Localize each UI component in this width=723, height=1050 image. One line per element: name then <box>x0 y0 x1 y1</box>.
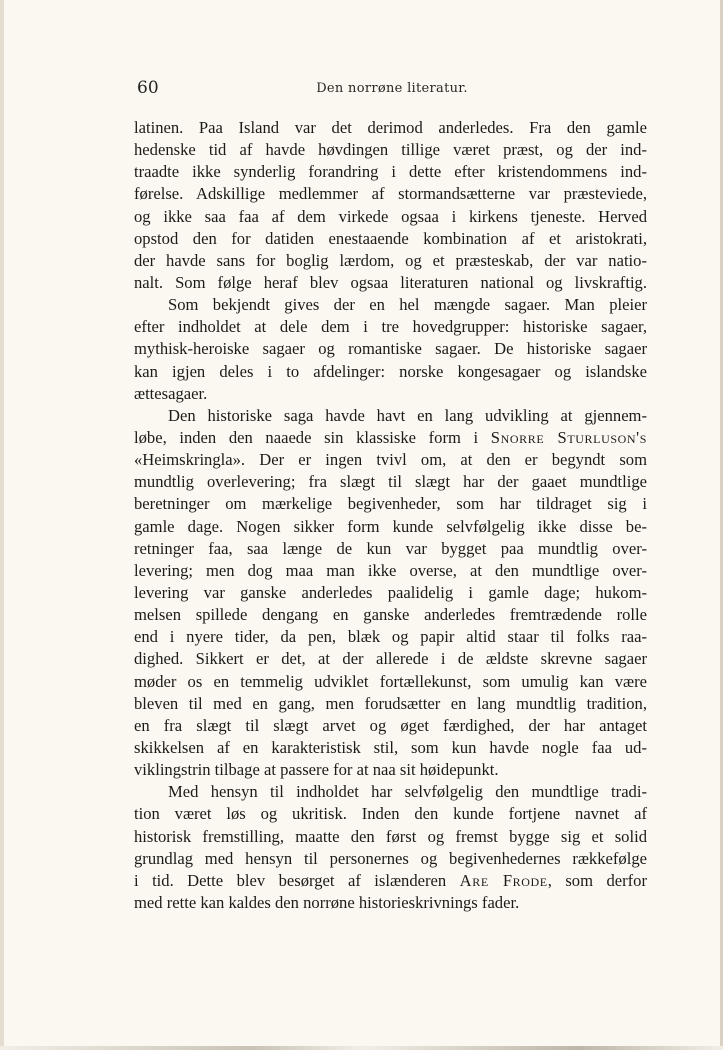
text-line: «Heimskringla». Der er ingen tvivl om, at den er begyndt som <box>134 450 647 470</box>
text-line: opstod den for datiden enestaaende kombination af et aristokrati, <box>134 228 647 248</box>
text-line: møder os en temmelig udviklet fortællekunst, som umulig kan være <box>134 671 647 691</box>
text-line: skikkelsen af en karakteristisk stil, som kun havde nogle faa ud- <box>134 737 647 757</box>
text-line: der havde sans for boglig lærdom, og et præsteskab, der var natio- <box>134 250 647 270</box>
paragraph-end-line: ættesagaer. <box>134 383 208 403</box>
text-line: tion været løs og ukritisk. Inden den kunde fortjene navnet af <box>134 804 647 824</box>
author-name-snorre: Snorre Sturluson's <box>490 427 647 447</box>
paragraph-end-line: viklingstrin tilbage at passere for at naa sit høidepunkt. <box>134 760 499 780</box>
text-line: mythisk-heroiske sagaer og romantiske sagaer. De historiske sagaer <box>134 339 647 359</box>
text-line: latinen. Paa Island var det derimod anderledes. Fra den gamle <box>134 118 647 137</box>
text-line: retninger faa, saa længe de kun var bygget paa mundtlig over- <box>134 538 647 558</box>
text-line: nalt. Som følge heraf blev ogsaa literaturen national og livskraftig. <box>134 272 647 292</box>
text-segment: i tid. Dette blev besørget af islænderen <box>134 870 447 890</box>
text-line: historisk fremstilling, maatte den først og fremst bygge sig et solid <box>134 826 647 846</box>
paragraph-start-line: Med hensyn til indholdet har selvfølgelig den mundtlige tradi- <box>168 782 647 802</box>
text-line: efter indholdet at dele dem i tre hovedgrupper: historiske sagaer, <box>134 317 647 337</box>
text-line: melsen spillede dengang en ganske anderledes fremtrædende rolle <box>134 605 647 625</box>
text-line: bleven til med en gang, men forudsætter en lang mundtlig tradition, <box>134 693 647 713</box>
text-line: end i nyere tider, da pen, blæk og papir altid staar til folks raa- <box>134 627 647 647</box>
paragraph-start-line: Den historiske saga havde havt en lang udvikling at gjennem- <box>168 405 647 425</box>
text-line: kan igjen deles i to afdelinger: norske kongesagaer og islandske <box>134 361 647 381</box>
paragraph-end-line: med rette kan kaldes den norrøne historieskrivnings fader. <box>134 892 520 912</box>
page-number: 60 <box>137 78 159 98</box>
text-line: beretninger om mærkelige begivenheder, som har tildraget sig i <box>134 494 647 514</box>
text-line <box>134 427 647 449</box>
page-header <box>137 78 647 100</box>
text-line: levering; men dog maa man ikke overse, at den mundtlige over- <box>134 560 647 580</box>
text-line: mundtlig overlevering; fra slægt til slægt har der gaaet mundtlige <box>134 472 647 492</box>
text-line: førelse. Adskillige medlemmer af stormandsætterne var præsteviede, <box>134 184 647 204</box>
author-name-are: Are Frode <box>459 870 548 890</box>
text-line: gamle dage. Nogen sikker form kunde selvfølgelig ikke disse be- <box>134 516 647 536</box>
paragraph-start-line: Som bekjendt gives der en hel mængde sagaer. Man pleier <box>168 295 647 315</box>
text-segment: løbe, inden den naaede sin klassiske form i <box>134 427 479 447</box>
text-line: en fra slægt til slægt arvet og øget færdighed, der har antaget <box>134 715 647 735</box>
text-line: levering var ganske anderledes paalidelig i gamle dage; hukom- <box>134 582 647 602</box>
text-line: hedenske tid af havde høvdingen tillige været præst, og der ind- <box>134 140 647 160</box>
body-text <box>134 117 647 914</box>
running-title: Den norrøne literatur. <box>316 81 468 96</box>
text-segment: , som derfor <box>547 870 647 890</box>
text-line: dighed. Sikkert er det, at der allerede i de ældste skrevne sagaer <box>134 649 647 669</box>
text-line: traadte ikke synderlig forandring i dette efter kristendommens ind- <box>134 162 647 182</box>
text-line: grundlag med hensyn til personernes og begivenhedernes rækkefølge <box>134 848 647 868</box>
page-edge-bottom <box>0 1046 723 1050</box>
text-line: og ikke saa faa af dem virkede ogsaa i kirkens tjeneste. Herved <box>134 206 647 226</box>
text-line <box>134 870 647 892</box>
page-edge-left <box>0 0 4 1050</box>
